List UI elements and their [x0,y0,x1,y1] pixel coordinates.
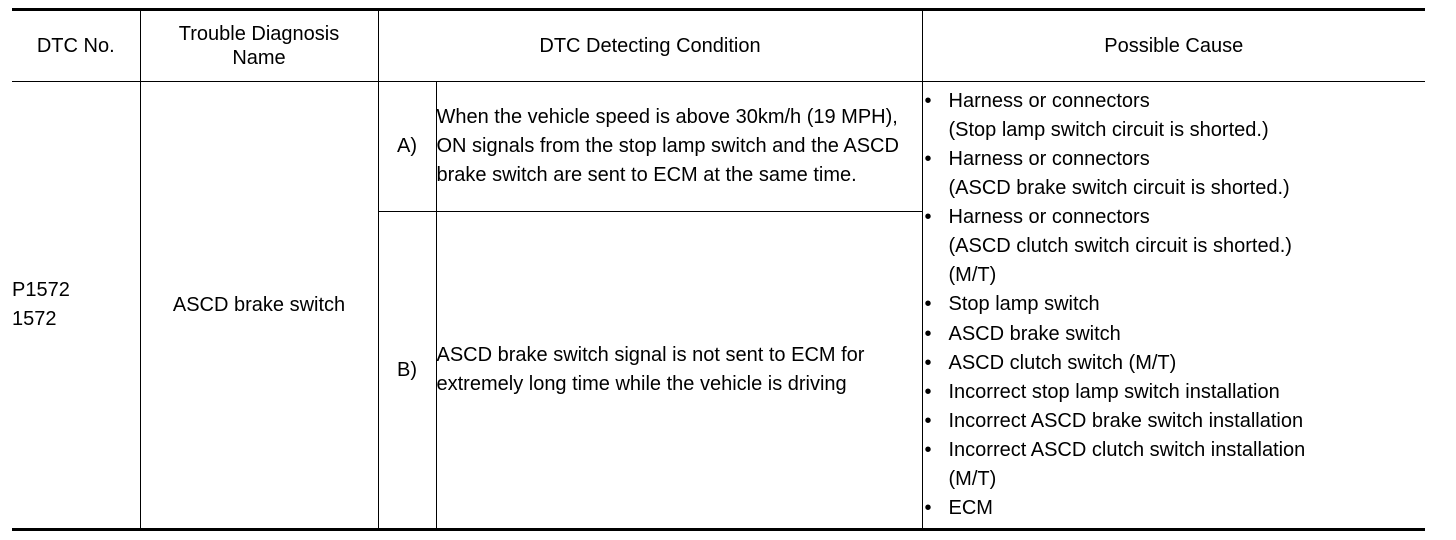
list-item [923,494,1426,523]
cause-main: Incorrect stop lamp switch installation [948,380,1280,403]
header-detecting-condition: DTC Detecting Condition [378,10,922,82]
condition-text: ASCD brake switch signal is not sent to ECM for extremely long time while the vehicle is driving [436,212,922,530]
bullet-icon: • [924,89,932,112]
cause-sub: (ASCD clutch switch circuit is shorted.) [948,235,1292,258]
dtc-number: P1572 [12,279,70,301]
list-item [923,87,1426,145]
condition-letter: A) [378,82,436,212]
bullet-icon: • [924,322,932,345]
cause-main: Harness or connectors [948,206,1150,229]
cause-sub: (Stop lamp switch circuit is shorted.) [948,118,1269,141]
bullet-icon: • [924,438,932,461]
cause-main: ASCD clutch switch (M/T) [948,351,1177,374]
list-item [923,320,1426,349]
cause-sub: (ASCD brake switch circuit is shorted.) [948,177,1290,200]
header-trouble-name: Trouble Diagnosis Name [140,10,378,82]
cause-list [923,87,1426,523]
bullet-icon: • [924,497,932,520]
dtc-number: 1572 [12,308,57,330]
list-item [923,436,1426,494]
condition-letter: B) [378,212,436,530]
cause-main: Incorrect ASCD brake switch installation [948,409,1304,432]
bullet-icon: • [924,206,932,229]
list-item [923,290,1426,319]
dtc-number-cell [12,82,140,530]
header-dtc-no: DTC No. [12,10,140,82]
bullet-icon: • [924,351,932,374]
header-row [12,10,1425,82]
cause-sub: (M/T) [948,264,997,287]
bullet-icon: • [924,380,932,403]
table-row [12,82,1425,212]
list-item [923,407,1426,436]
condition-text: When the vehicle speed is above 30km/h (19 MPH), ON signals from the stop lamp switch and the ASCD brake switch are sent to ECM at the same time. [436,82,922,212]
cause-sub: (M/T) [948,468,997,491]
list-item [923,203,1426,290]
list-item [923,145,1426,203]
list-item [923,349,1426,378]
header-possible-cause: Possible Cause [922,10,1425,82]
cause-main: Harness or connectors [948,147,1150,170]
list-item [923,378,1426,407]
trouble-name-cell: ASCD brake switch [140,82,378,530]
cause-main: Incorrect ASCD clutch switch installation [948,438,1306,461]
bullet-icon: • [924,293,932,316]
cause-main: Stop lamp switch [948,293,1100,316]
dtc-table [12,8,1425,531]
cause-main: ASCD brake switch [948,322,1121,345]
cause-main: Harness or connectors [948,89,1150,112]
bullet-icon: • [924,147,932,170]
possible-cause-cell [922,82,1425,530]
cause-main: ECM [948,497,993,520]
bullet-icon: • [924,409,932,432]
